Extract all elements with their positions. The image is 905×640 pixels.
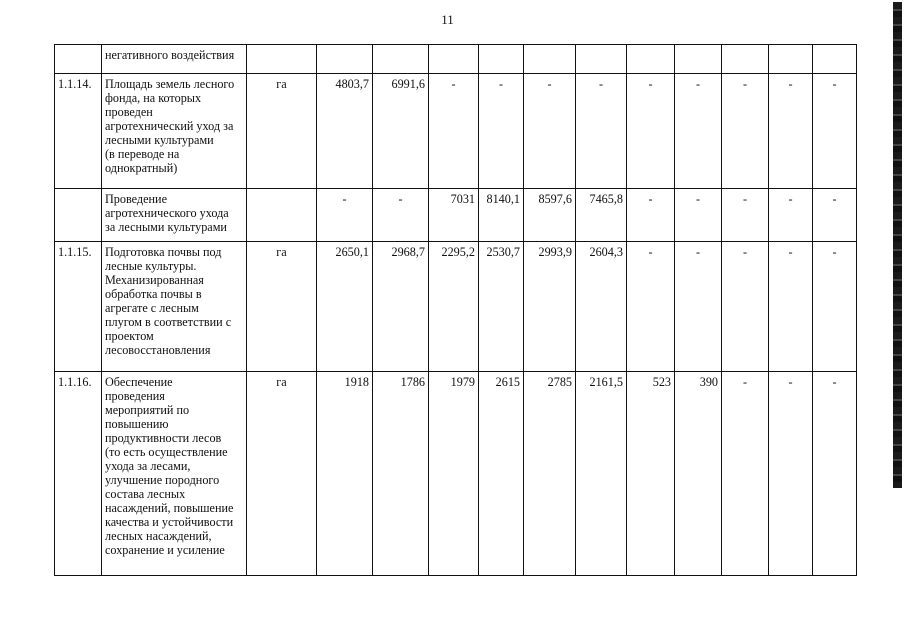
value-cell: 1786 <box>373 372 429 576</box>
value-cell: - <box>429 74 479 189</box>
table-row <box>55 372 857 576</box>
value-cell: 6991,6 <box>373 74 429 189</box>
row-name: Площадь земель лесного фонда, на которых проведен агротехнический уход за лесными культурами (в переводе на однократный) <box>102 74 247 189</box>
value-cell: - <box>813 242 857 372</box>
value-cell: 4803,7 <box>317 74 373 189</box>
value-cell: 2295,2 <box>429 242 479 372</box>
value-cell <box>722 45 769 74</box>
value-cell <box>627 45 675 74</box>
table-row <box>55 45 857 74</box>
indicator-table <box>54 44 857 576</box>
value-cell: 1979 <box>429 372 479 576</box>
value-cell: - <box>813 74 857 189</box>
value-cell: 2161,5 <box>576 372 627 576</box>
value-cell: - <box>479 74 524 189</box>
value-cell: - <box>722 372 769 576</box>
value-cell <box>317 45 373 74</box>
row-unit: га <box>247 372 317 576</box>
value-cell: - <box>627 242 675 372</box>
value-cell: - <box>675 189 722 242</box>
value-cell: 7031 <box>429 189 479 242</box>
value-cell <box>769 45 813 74</box>
value-cell: 2604,3 <box>576 242 627 372</box>
value-cell: - <box>769 372 813 576</box>
value-cell: - <box>317 189 373 242</box>
row-unit: га <box>247 74 317 189</box>
table-row <box>55 189 857 242</box>
value-cell: 390 <box>675 372 722 576</box>
row-number: 1.1.14. <box>55 74 102 189</box>
value-cell: - <box>627 74 675 189</box>
value-cell: 2993,9 <box>524 242 576 372</box>
value-cell: - <box>813 372 857 576</box>
value-cell: 523 <box>627 372 675 576</box>
value-cell: 2530,7 <box>479 242 524 372</box>
page-number: 11 <box>441 12 454 27</box>
value-cell <box>429 45 479 74</box>
value-cell: - <box>769 189 813 242</box>
value-cell: - <box>769 74 813 189</box>
row-unit <box>247 45 317 74</box>
row-number: 1.1.16. <box>55 372 102 576</box>
row-name: Обеспечение проведения мероприятий по повышению продуктивности лесов (то есть осуществление ухода за лесами, улучшение породного состава лесных насаждений, повышение качества и устойчивости лесных насаждений, сохранение и усиление <box>102 372 247 576</box>
value-cell: - <box>675 74 722 189</box>
value-cell: - <box>722 242 769 372</box>
value-cell: - <box>722 74 769 189</box>
value-cell: - <box>524 74 576 189</box>
value-cell: 8597,6 <box>524 189 576 242</box>
row-name: негативного воздействия <box>102 45 247 74</box>
value-cell: 7465,8 <box>576 189 627 242</box>
value-cell <box>675 45 722 74</box>
value-cell: 8140,1 <box>479 189 524 242</box>
value-cell <box>524 45 576 74</box>
value-cell: - <box>576 74 627 189</box>
value-cell: - <box>813 189 857 242</box>
row-number <box>55 45 102 74</box>
row-number <box>55 189 102 242</box>
table-row <box>55 74 857 189</box>
row-unit: га <box>247 242 317 372</box>
row-name: Проведение агротехнического ухода за лесными культурами <box>102 189 247 242</box>
row-number: 1.1.15. <box>55 242 102 372</box>
value-cell: - <box>722 189 769 242</box>
table-row <box>55 242 857 372</box>
value-cell: 2615 <box>479 372 524 576</box>
value-cell <box>576 45 627 74</box>
value-cell: 2650,1 <box>317 242 373 372</box>
value-cell: 1918 <box>317 372 373 576</box>
value-cell: - <box>627 189 675 242</box>
value-cell: 2968,7 <box>373 242 429 372</box>
value-cell: - <box>769 242 813 372</box>
value-cell <box>813 45 857 74</box>
value-cell: - <box>675 242 722 372</box>
value-cell <box>373 45 429 74</box>
scan-edge-mark <box>893 2 902 488</box>
value-cell <box>479 45 524 74</box>
value-cell: 2785 <box>524 372 576 576</box>
row-name: Подготовка почвы под лесные культуры. Механизированная обработка почвы в агрегате с лесным плугом в соответствии с проектом лесовосстановления <box>102 242 247 372</box>
row-unit <box>247 189 317 242</box>
value-cell: - <box>373 189 429 242</box>
